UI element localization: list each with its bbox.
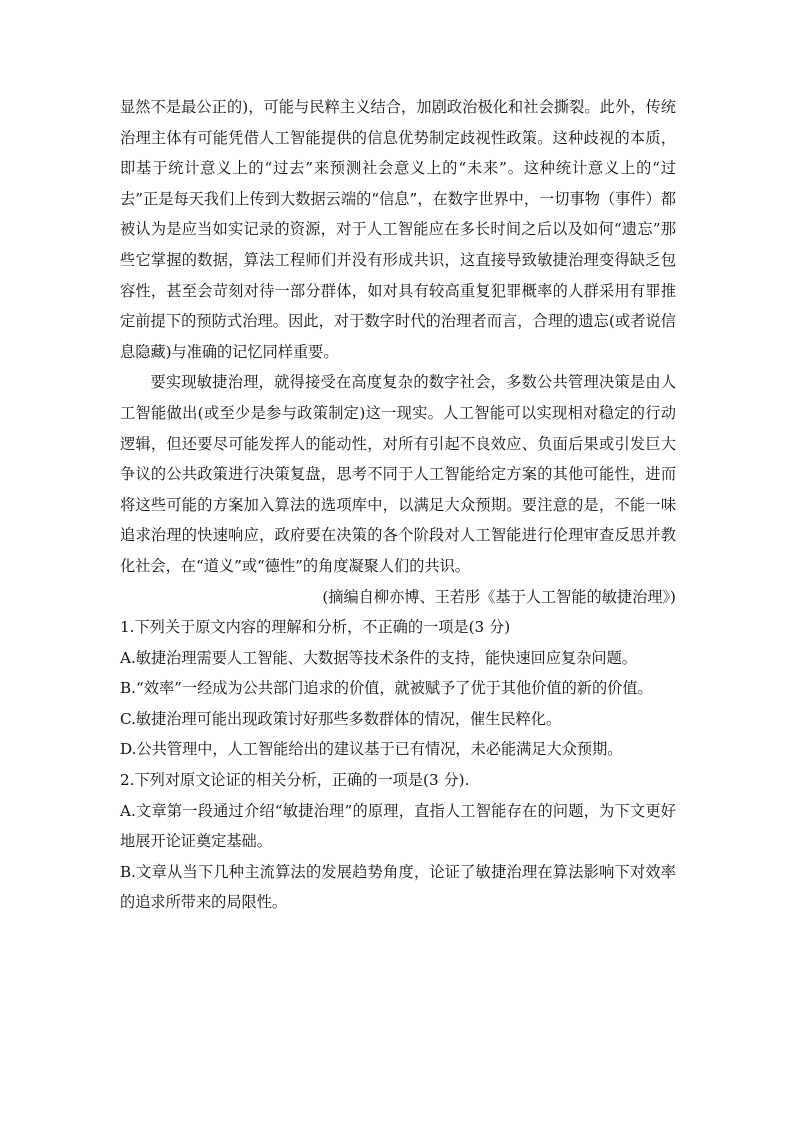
question-1-option-c: C.敏捷治理可能出现政策讨好那些多数群体的情况，催生民粹化。 <box>120 709 562 728</box>
question-1-option-d: D.公共管理中，人工智能给出的建议基于已有情况，未必能满足大众预期。 <box>120 740 623 759</box>
source-citation: (摘编自柳亦博、王若彤《基于人工智能的敏捷治理》) <box>322 587 676 606</box>
question-2-stem: 2.下列对原文论证的相关分析，正确的一项是(3 分). <box>120 771 470 790</box>
paragraph-2: 要实现敏捷治理，就得接受在高度复杂的数字社会，多数公共管理决策是由人工智能做出(或至少是参与政策制定)这一现实。人工智能可以实现相对稳定的行动逻辑，但还要尽可能发挥人的能动性，对所有引起不良效应、负面后果或引发巨大争议的公共政策进行决策复盘，思考不同于人工智能给定方案的其他可能性，进而将这些可能的方案加入算法的选项库中，以满足大众预期。要注意的是，不能一味追求治理的快速响应，政府要在决策的各个阶段对人工智能进行伦理审查反思并教化社会，在“道义”或“德性”的角度凝聚人们的共识。 <box>120 373 676 575</box>
paragraph-1: 显然不是最公正的)，可能与民粹主义结合，加剧政治极化和社会撕裂。此外，传统治理主体有可能凭借人工智能提供的信息优势制定歧视性政策。这种歧视的本质，即基于统计意义上的“过去”来预测社会意义上的“未来”。这种统计意义上的“过去”正是每天我们上传到大数据云端的“信息”，在数字世界中，一切事物（事件）都被认为是应当如实记录的资源，对于人工智能应在多长时间之后以及如何“遗忘”那些它掌握的数据，算法工程师们并没有形成共识，这直接导致敏捷治理变得缺乏包容性，甚至会苛刻对待一部分群体，如对具有较高重复犯罪概率的人群采用有罪推定前提下的预防式治理。因此，对于数字时代的治理者而言，合理的遗忘(或者说信息隐藏)与准确的记忆同样重要。 <box>120 98 676 361</box>
document-page <box>120 92 676 918</box>
question-1-stem: 1.下列关于原文内容的理解和分析，不正确的一项是(3 分) <box>120 618 511 637</box>
question-1-option-a: A.敏捷治理需要人工智能、大数据等技术条件的支持，能快速回应复杂问题。 <box>120 648 637 667</box>
question-1-option-b: B.“效率”一经成为公共部门追求的价值，就被赋予了优于其他价值的新的价值。 <box>120 679 653 698</box>
question-2-option-a: A.文章第一段通过介绍“敏捷治理”的原理，直指人工智能存在的问题，为下文更好地展开论证奠定基础。 <box>120 801 676 851</box>
question-2-option-b: B.文章从当下几种主流算法的发展趋势角度，论证了敏捷治理在算法影响下对效率的追求所带来的局限性。 <box>120 862 676 912</box>
